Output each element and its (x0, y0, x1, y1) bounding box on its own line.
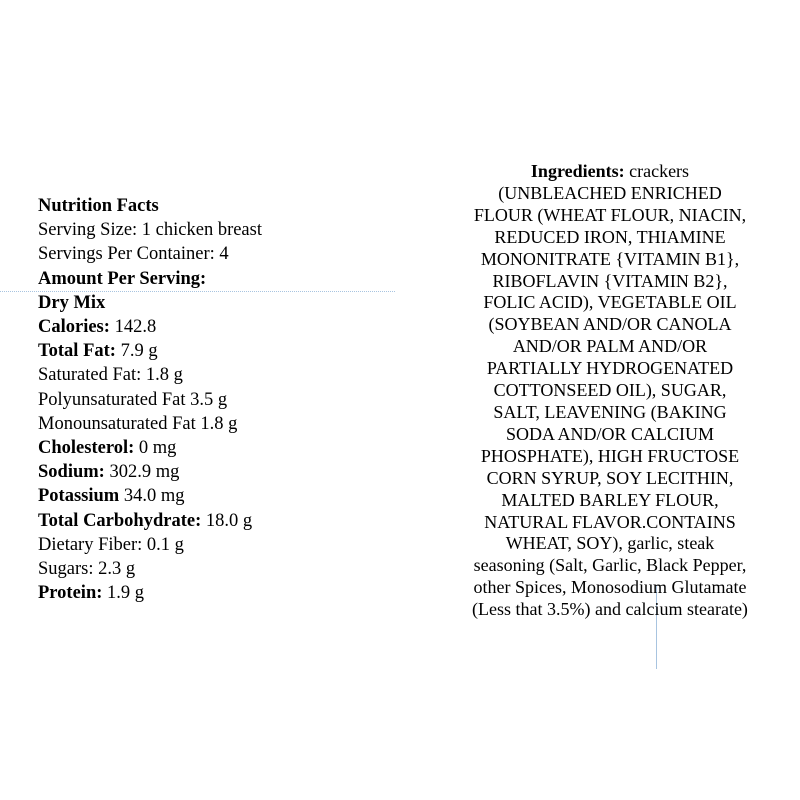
nutrient-row (38, 460, 398, 484)
ingredients-line: FLOUR (WHEAT FLOUR, NIACIN, (473, 204, 747, 225)
ingredients-line: SALT, LEAVENING (BAKING (493, 401, 727, 422)
nutrient-label: Monounsaturated Fat (38, 413, 196, 434)
ingredients-line: seasoning (Salt, Garlic, Black Pepper, (473, 555, 747, 576)
nutrient-label: Total Carbohydrate: (38, 510, 202, 531)
ingredients-lines (440, 183, 780, 621)
nutrient-value: 142.8 (109, 317, 157, 338)
nutrient-value: 7.9 g (115, 341, 158, 362)
nutrient-row (38, 412, 398, 436)
ingredients-line-0 (440, 161, 780, 183)
nutrient-value: 302.9 mg (104, 462, 180, 483)
ingredients-heading: Ingredients: (530, 161, 625, 181)
nutrient-label: Sodium: (38, 462, 105, 483)
serving-size: Serving Size: 1 chicken breast (38, 220, 262, 241)
nutrition-title: Nutrition Facts (38, 196, 159, 216)
nutrient-value: 34.0 mg (119, 486, 185, 507)
ingredients-line: FOLIC ACID), VEGETABLE OIL (483, 292, 737, 313)
ingredients-line: (SOYBEAN AND/OR CANOLA (488, 314, 732, 335)
nutrient-value: 2.3 g (93, 559, 136, 580)
nutrient-value: 0.1 g (142, 534, 184, 555)
nutrient-label: Saturated Fat: (38, 365, 142, 386)
ingredients-line: COTTONSEED OIL), SUGAR, (493, 380, 727, 401)
nutrient-label: Total Fat: (38, 341, 116, 362)
ingredients-line: SODA AND/OR CALCIUM (505, 423, 715, 444)
nutrient-label: Calories: (38, 317, 110, 338)
nutrient-label: Polyunsaturated Fat (38, 389, 186, 410)
nutrient-label: Protein: (38, 583, 103, 604)
nutrient-value: 0 mg (134, 438, 177, 459)
ingredients-line: WHEAT, SOY), garlic, steak (505, 533, 715, 554)
ingredients-line: PHOSPHATE), HIGH FRUCTOSE (480, 445, 740, 466)
nutrient-value: 1.8 g (195, 413, 238, 434)
nutrient-label: Dietary Fiber: (38, 534, 143, 555)
ingredients-line: MONONITRATE {VITAMIN B1}, (480, 248, 740, 269)
nutrition-facts-panel (38, 194, 398, 605)
nutrient-row (38, 581, 398, 605)
nutrient-row (38, 557, 398, 581)
ingredients-line: RIBOFLAVIN {VITAMIN B2}, (492, 270, 728, 291)
ingredients-line: (UNBLEACHED ENRICHED (498, 182, 722, 203)
nutrient-row (38, 388, 398, 412)
ingredients-line: NATURAL FLAVOR.CONTAINS (484, 511, 736, 532)
servings-per-container: Servings Per Container: 4 (38, 244, 229, 265)
nutrient-label: Potassium (38, 486, 120, 507)
nutrient-row (38, 533, 398, 557)
nutrient-value: 3.5 g (185, 389, 228, 410)
nutrient-row (38, 339, 398, 363)
nutrient-value: 1.9 g (102, 583, 145, 604)
amount-per-serving: Amount Per Serving: (38, 268, 207, 289)
ingredients-line: REDUCED IRON, THIAMINE (494, 226, 726, 247)
ingredients-line: (Less that 3.5%) and calcium stearate) (472, 599, 748, 620)
ingredients-line: AND/OR PALM AND/OR (512, 336, 708, 357)
ingredients-line: PARTIALLY HYDROGENATED (486, 358, 734, 379)
ingredients-text: crackers (624, 161, 690, 181)
ingredients-panel (440, 161, 780, 621)
nutrient-label: Sugars: (38, 559, 94, 580)
nutrient-value: 18.0 g (201, 510, 253, 531)
nutrient-value: 1.8 g (141, 365, 183, 386)
nutrient-row (38, 509, 398, 533)
dry-mix-label: Dry Mix (38, 292, 106, 313)
nutrient-row (38, 363, 398, 387)
nutrient-row (38, 436, 398, 460)
nutrient-row (38, 484, 398, 508)
ingredients-line: MALTED BARLEY FLOUR, (501, 489, 719, 510)
nutrient-list (38, 315, 398, 605)
ingredients-line: other Spices, Monosodium Glutamate (473, 577, 747, 598)
nutrient-label: Cholesterol: (38, 438, 135, 459)
ingredients-line: CORN SYRUP, SOY LECITHIN, (486, 467, 734, 488)
nutrient-row (38, 315, 398, 339)
